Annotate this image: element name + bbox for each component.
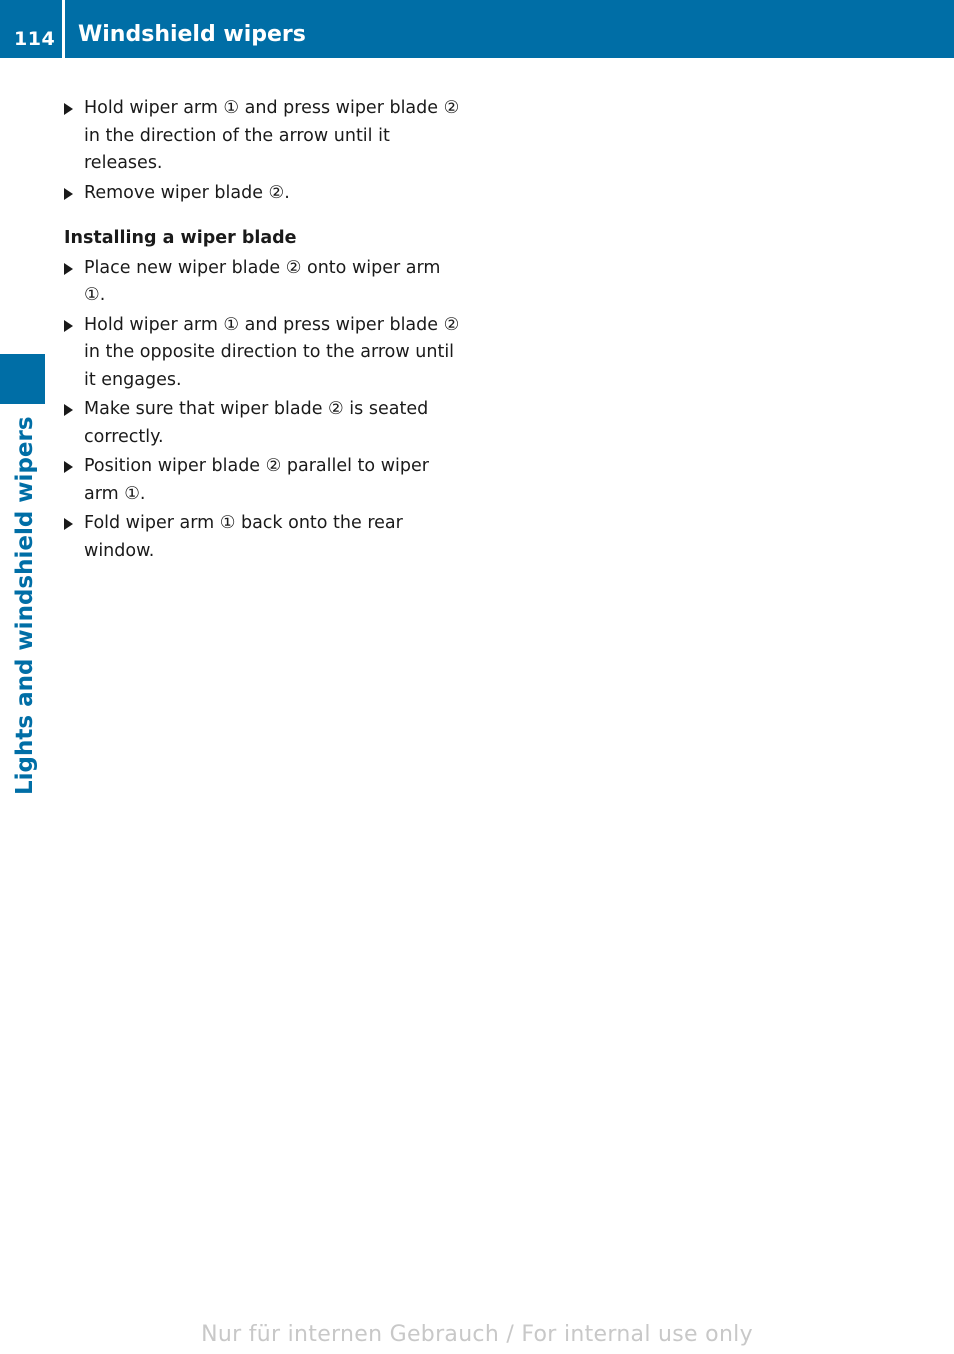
header-divider bbox=[62, 0, 65, 58]
step-arrow-icon bbox=[64, 188, 73, 200]
step-item bbox=[64, 312, 464, 395]
step-arrow-icon bbox=[64, 103, 73, 115]
step-arrow-icon bbox=[64, 461, 73, 473]
internal-use-watermark: Nur für internen Gebrauch / For internal use only bbox=[201, 1322, 753, 1347]
step-text: Remove wiper blade ②. bbox=[84, 182, 290, 203]
step-text: Place new wiper blade ② onto wiper arm ①. bbox=[84, 257, 441, 305]
step-arrow-icon bbox=[64, 320, 73, 332]
step-item bbox=[64, 180, 464, 208]
step-arrow-icon bbox=[64, 404, 73, 416]
page-title: Windshield wipers bbox=[78, 22, 306, 47]
step-text: Make sure that wiper blade ② is seated correctly. bbox=[84, 399, 429, 447]
page-number: 114 bbox=[14, 28, 56, 50]
step-item bbox=[64, 255, 464, 310]
step-item bbox=[64, 510, 464, 565]
step-item bbox=[64, 396, 464, 451]
step-arrow-icon bbox=[64, 263, 73, 275]
step-item bbox=[64, 95, 464, 178]
chapter-label: Lights and windshield wipers bbox=[12, 416, 38, 795]
step-item bbox=[64, 453, 464, 508]
side-tab-marker bbox=[0, 354, 45, 404]
step-text: Hold wiper arm ① and press wiper blade ② in the direction of the arrow until it releases. bbox=[84, 98, 460, 173]
section-heading: Installing a wiper blade bbox=[64, 228, 297, 248]
step-text: Position wiper blade ② parallel to wiper arm ①. bbox=[84, 456, 429, 504]
step-text: Hold wiper arm ① and press wiper blade ② in the opposite direction to the arrow until it engages. bbox=[84, 314, 460, 390]
step-text: Fold wiper arm ① back onto the rear window. bbox=[84, 513, 403, 561]
step-arrow-icon bbox=[64, 518, 73, 530]
main-content bbox=[64, 95, 464, 567]
